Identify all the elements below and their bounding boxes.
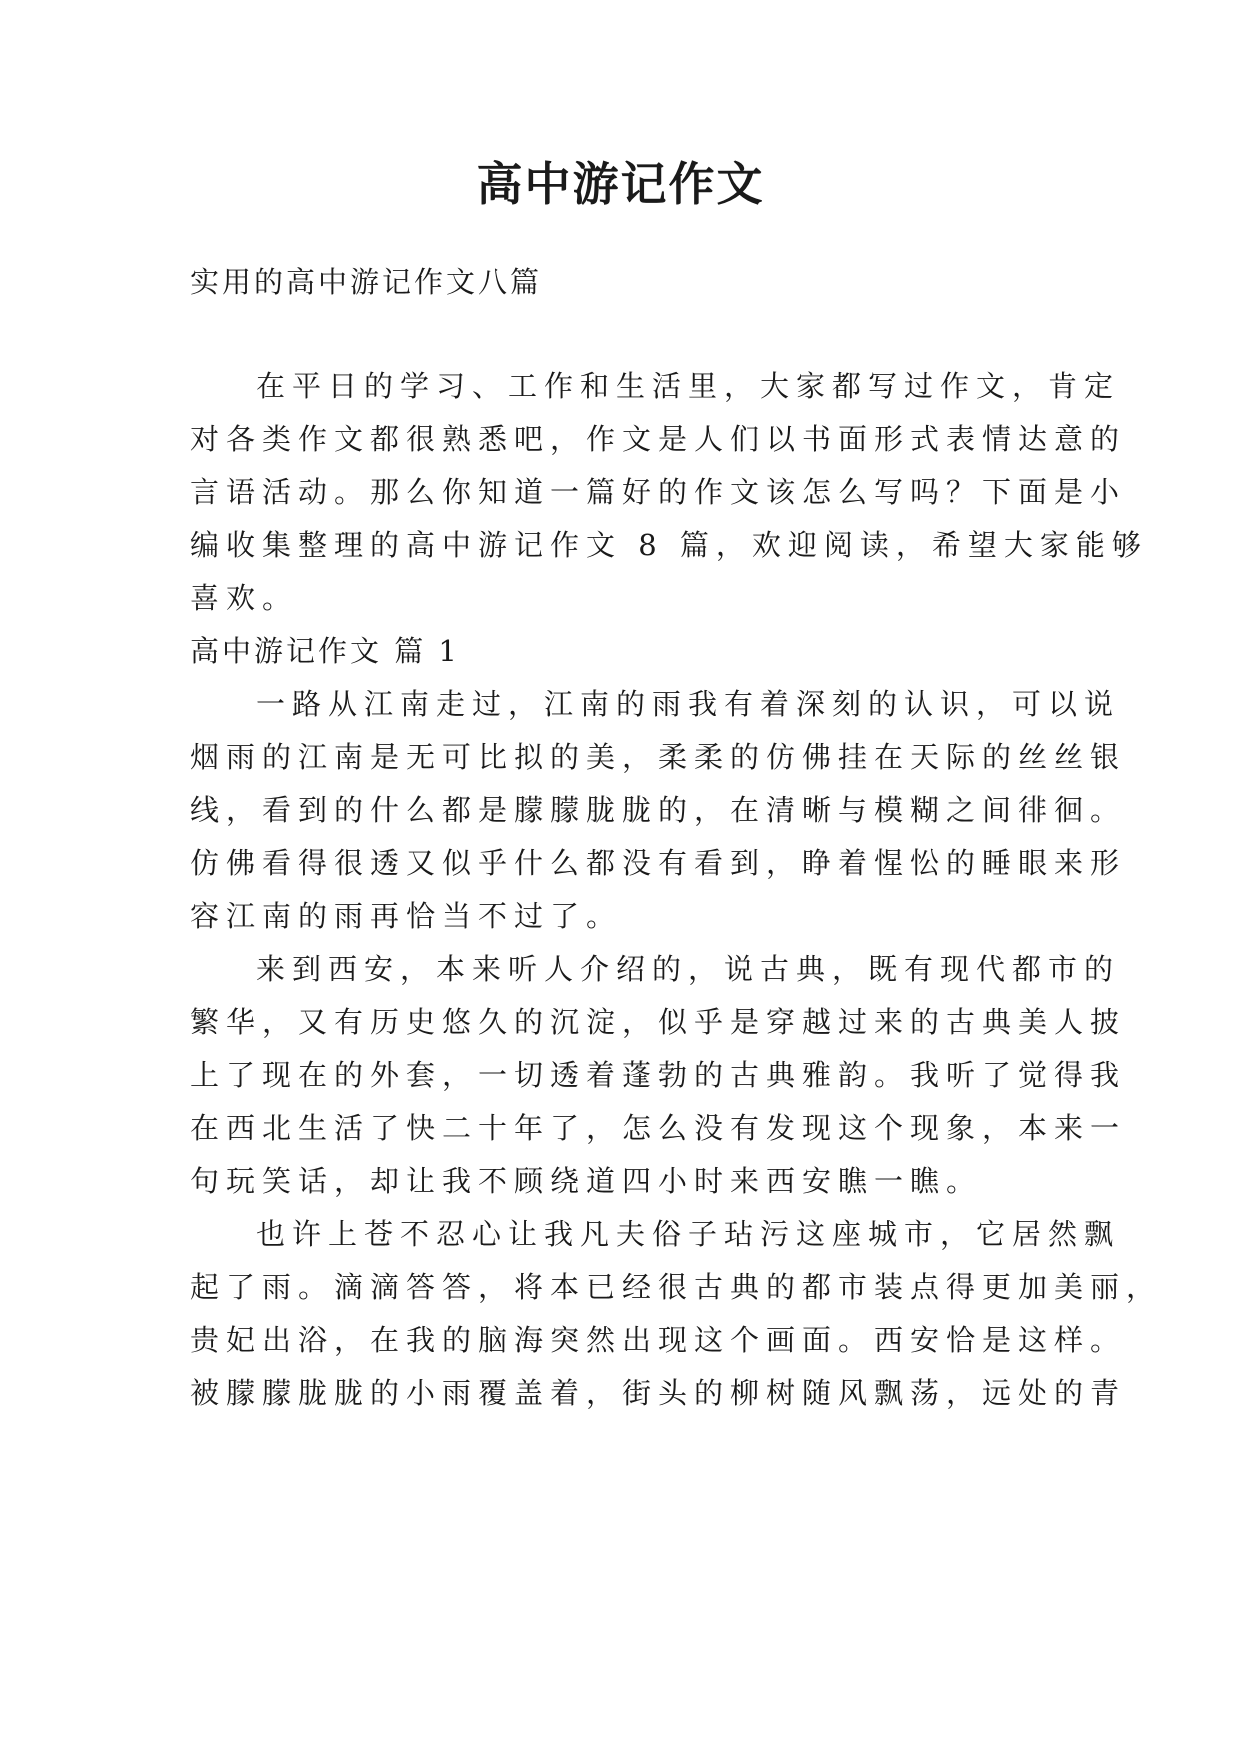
intro-line: 对各类作文都很熟悉吧，作文是人们以书面形式表情达意的	[190, 422, 1127, 456]
intro-line: 在平日的学习、工作和生活里，大家都写过作文，肯定	[256, 369, 1121, 403]
paragraph-line: 线，看到的什么都是朦朦胧胧的，在清晰与模糊之间徘徊。	[190, 793, 1127, 827]
intro-line: 编收集整理的高中游记作文 8 篇，欢迎阅读，希望大家能够	[190, 528, 1148, 562]
paragraph-line: 在西北生活了快二十年了，怎么没有发现这个现象，本来一	[190, 1111, 1127, 1145]
paragraph-line: 容江南的雨再恰当不过了。	[190, 899, 623, 933]
paragraph-line: 仿佛看得很透又似乎什么都没有看到，睁着惺忪的睡眼来形	[190, 846, 1127, 880]
paragraph-line: 贵妃出浴，在我的脑海突然出现这个画面。西安恰是这样。	[190, 1323, 1127, 1357]
document-subtitle: 实用的高中游记作文八篇	[190, 265, 543, 299]
intro-line: 喜欢。	[190, 581, 299, 615]
intro-line: 言语活动。那么你知道一篇好的作文该怎么写吗？下面是小	[190, 475, 1127, 509]
paragraph-line: 起了雨。滴滴答答，将本已经很古典的都市装点得更加美丽，	[190, 1270, 1163, 1304]
paragraph-line: 上了现在的外套，一切透着蓬勃的古典雅韵。我听了觉得我	[190, 1058, 1127, 1092]
paragraph-line: 烟雨的江南是无可比拟的美，柔柔的仿佛挂在天际的丝丝银	[190, 740, 1127, 774]
paragraph-line: 一路从江南走过，江南的雨我有着深刻的认识，可以说	[256, 687, 1121, 721]
document-title: 高中游记作文	[476, 157, 765, 211]
paragraph-line: 也许上苍不忍心让我凡夫俗子玷污这座城市，它居然飘	[256, 1217, 1121, 1251]
paragraph-line: 来到西安，本来听人介绍的，说古典，既有现代都市的	[256, 952, 1121, 986]
paragraph-line: 被朦朦胧胧的小雨覆盖着，街头的柳树随风飘荡，远处的青	[190, 1376, 1127, 1410]
paragraph-line: 繁华，又有历史悠久的沉淀，似乎是穿越过来的古典美人披	[190, 1005, 1127, 1039]
paragraph-line: 句玩笑话，却让我不顾绕道四小时来西安瞧一瞧。	[190, 1164, 983, 1198]
section-heading: 高中游记作文 篇 1	[190, 634, 460, 668]
